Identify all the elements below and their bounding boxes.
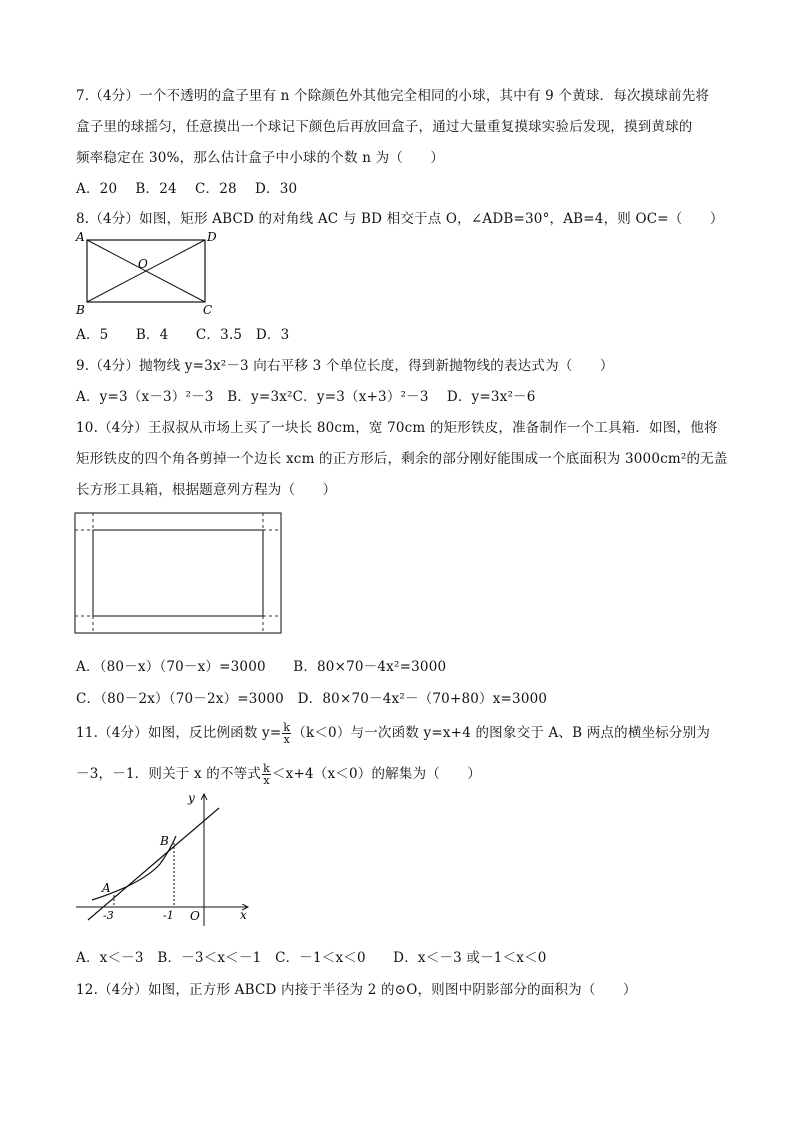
q11-fraction-2: $\frac{k}{x}$ (263, 762, 270, 787)
q10-line-1: 10.（4分）王叔叔从市场上买了一块长 80cm，宽 70cm 的矩形铁皮，准备制作一个工具箱．如图，他将 (76, 420, 718, 436)
tick-neg3: -3 (103, 909, 114, 922)
q11-text-a: 11.（4分）如图，反比例函数 y= (76, 725, 282, 741)
q10-option-ab: A．（80－x）（70－x）=3000 B．80×70－4x²=3000 (76, 659, 447, 675)
label-c: C (203, 303, 213, 317)
label-x-axis: x (240, 908, 247, 922)
q9-stem: 9.（4分）抛物线 y=3x²－3 向右平移 3 个单位长度，得到新抛物线的表达式为（ ） (76, 358, 614, 374)
q10-line-3: 长方形工具箱，根据题意列方程为（ ） (76, 482, 337, 498)
tick-neg1: -1 (163, 909, 174, 922)
q11-text-b: （k＜0）与一次函数 y=x+4 的图象交于 A、B 两点的横坐标分别为 (292, 725, 711, 741)
outer-sheet (75, 513, 281, 633)
q7-options: A．20 B．24 C．28 D．30 (76, 181, 298, 197)
q11-text-d: ＜x+4（x＜0）的解集为（ ） (271, 766, 482, 782)
label-d: D (207, 230, 217, 244)
q8-stem: 8.（4分）如图，矩形 ABCD 的对角线 AC 与 BD 相交于点 O，∠ADB=30°，AB=4，则 OC=（ ） (76, 211, 724, 227)
q12-stem: 12.（4分）如图，正方形 ABCD 内接于半径为 2 的⊙O，则图中阴影部分的面积为（ ） (76, 982, 637, 998)
q10-sheet-figure (74, 512, 284, 636)
cut-lines (75, 513, 281, 633)
q7-line-3: 频率稳定在 30%，那么估计盒子中小球的个数 n 为（ ） (76, 150, 445, 166)
linear-function-line (88, 808, 219, 920)
q11-options: A．x＜－3 B．－3＜x＜－1 C．－1＜x＜0 D．x＜－3 或－1＜x＜0 (76, 950, 547, 966)
label-origin: O (190, 909, 200, 923)
q11-line-2 (76, 762, 481, 786)
label-b: B (76, 303, 85, 317)
label-y-axis: y (188, 791, 195, 805)
q8-rectangle-figure (72, 228, 222, 320)
q7-line-1: 7.（4分）一个不透明的盒子里有 n 个除颜色外其他完全相同的小球，其中有 9 个黄球．每次摸球前先将 (76, 88, 710, 104)
label-o: O (138, 257, 148, 271)
q11-text-c: －3，－1．则关于 x 的不等式 (76, 766, 262, 782)
q8-options: A．5 B．4 C．3.5 D．3 (76, 327, 290, 343)
q10-option-cd: C．（80－2x）（70－2x）=3000 D．80×70－4x²－（70+80）x=3000 (76, 691, 548, 707)
q7-line-2: 盒子里的球摇匀，任意摸出一个球记下颜色后再放回盒子，通过大量重复摸球实验后发现，摸到黄球的 (76, 119, 693, 135)
q11-graph (72, 788, 254, 930)
q9-options: A．y=3（x－3）²－3 B．y=3x²C．y=3（x+3）²－3 D．y=3x²－6 (76, 389, 536, 405)
label-point-a: A (102, 881, 111, 895)
q11-line-1 (76, 721, 710, 745)
label-point-b: B (160, 834, 169, 848)
q11-fraction-1: $\frac{k}{x}$ (283, 721, 291, 746)
label-a: A (76, 230, 85, 244)
box-base (93, 530, 263, 616)
q10-line-2: 矩形铁皮的四个角各剪掉一个边长 xcm 的正方形后，剩余的部分刚好能围成一个底面积为 3000cm²的无盖 (76, 451, 728, 467)
